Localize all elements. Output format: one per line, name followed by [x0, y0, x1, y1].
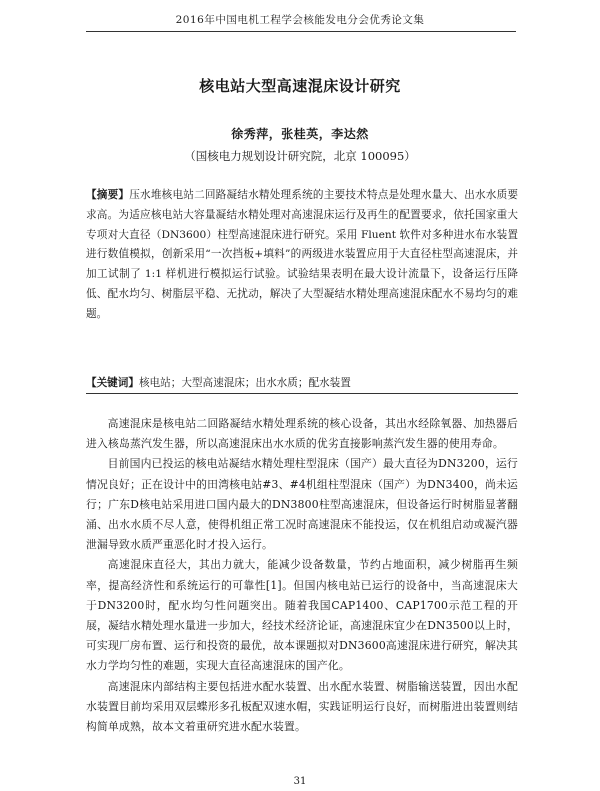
- body-paragraph: 高速混床直径大，其出力就大，能减少设备数量，节约占地面积，减少树脂再生频率，提高经济性和系统运行的可靠性[1]。但国内核电站已运行的设备中，当高速混床大于DN3200时，配水均匀性问题突出。随着我国CAP1400、CAP1700示范工程的开展，凝结水精处理水量进一步加大，经技术经济论证，高速混床宜少在DN3500以上时，可实现厂房布置、运行和投资的最优，故本课题拟对DN3600高速混床进行研究，解决其水力学均匀性的难题，实现大直径高速混床的国产化。: [86, 558, 518, 673]
- abstract: [86, 186, 518, 325]
- header-rule: [86, 31, 516, 32]
- keywords-label: 【关键词】: [86, 377, 139, 389]
- keywords-rule: [86, 393, 518, 394]
- abstract-text: 压水堆核电站二回路凝结水精处理系统的主要技术特点是处理水量大、出水水质要求高。为适应核电站大容量凝结水精处理对高速混床运行及再生的配置要求，依托国家重大专项对大直径（DN3600）柱型高速混床进行研究。采用 Fluent 软件对多种进水布水装置进行数值模拟，创新采用“一次挡板+填料”的两级进水装置应用于大直径柱型高速混床，并加工试制了 1:1 样机进行模拟运行试验。试验结果表明在最大设计流量下，设备运行压降低、配水均匀、树脂层平稳、无扰动，解决了大型凝结水精处理高速混床配水不易均匀的难题。: [86, 189, 519, 320]
- running-header: 2016年中国电机工程学会核能发电分会优秀论文集: [175, 14, 425, 26]
- paper-title: 核电站大型高速混床设计研究: [199, 77, 401, 95]
- abstract-label: 【摘要】: [86, 189, 130, 201]
- page-number: 31: [293, 776, 307, 787]
- keywords-text: 核电站；大型高速混床；出水水质；配水装置: [138, 377, 351, 389]
- body-paragraph: 目前国内已投运的核电站凝结水精处理柱型混床（国产）最大直径为DN3200，运行情况良好；正在设计中的田湾核电站#3、#4机组柱型混床（国产）为DN3400，尚未运行；广东D核电站采用进口国内最大的DN3800柱型高速混床，但设备运行时树脂显著翻涌、出水水质不尽人意，使得机组正常工况时高速混床不能投运，仅在机组启动或凝汽器泄漏导致水质严重恶化时才投入运行。: [86, 457, 518, 552]
- body-paragraph: 高速混床是核电站二回路凝结水精处理系统的核心设备，其出水经除氧器、加热器后进入核岛蒸汽发生器，所以高速混床出水水质的优劣直接影响蒸汽发生器的使用寿命。: [86, 417, 518, 451]
- body-paragraph: 高速混床内部结构主要包括进水配水装置、出水配水装置、树脂输送装置，因出水配水装置目前均采用双层蝶形多孔板配双速水帽，实践证明运行良好，而树脂进出装置则结构简单成熟，故本文着重研究进水配水装置。: [86, 679, 518, 734]
- body-text: [86, 414, 518, 737]
- authors: 徐秀萍，张桂英，李达然: [231, 127, 369, 141]
- keywords: [86, 374, 518, 393]
- affiliation: （国核电力规划设计研究院，北京 100095）: [184, 149, 416, 163]
